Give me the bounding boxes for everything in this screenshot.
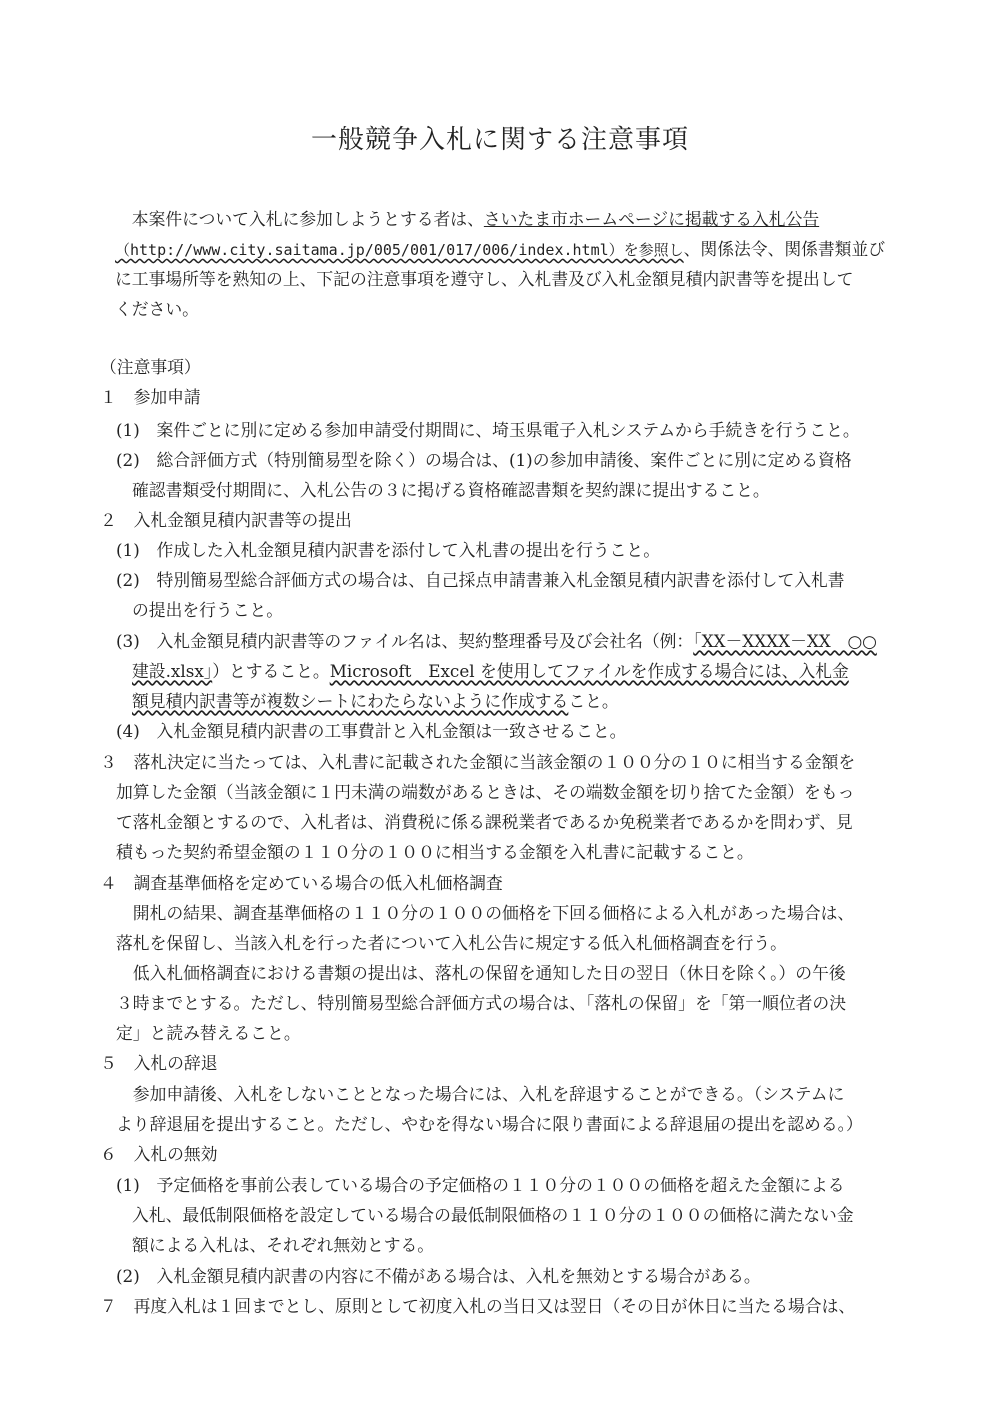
notes-heading: （注意事項） <box>100 357 201 377</box>
filename-example-2: 建設.xlsx」 <box>132 661 213 681</box>
intro-line-1 <box>115 204 819 234</box>
excel-instruction-1: Microsoft Excel を使用してファイルを作成する場合には、入札金 <box>329 661 849 681</box>
section-6-item-1-line-2: 入札、最低制限価格を設定している場合の最低制限価格の１１０分の１００の価格に満たない金 <box>132 1205 854 1225</box>
section-2-item-3-line-3 <box>132 686 619 716</box>
section-1-item-2-line-2: 確認書類受付期間に、入札公告の３に掲げる資格確認書類を契約課に提出すること。 <box>132 480 770 500</box>
filename-example-1: 「XX－XXXX－XX ○○ <box>693 631 877 651</box>
section-1-heading: １ 参加申請 <box>100 387 201 407</box>
section-5-heading: ５ 入札の辞退 <box>100 1053 218 1073</box>
section-2-item-2-line-2: の提出を行うこと。 <box>132 600 284 620</box>
intro-text-2: 、関係法令、関係書類並び <box>683 239 886 259</box>
section-1-item-1: (1) 案件ごとに別に定める参加申請受付期間に、埼玉県電子入札システムから手続きを行うこと。 <box>116 420 860 440</box>
section-2-item-3-text: (3) 入札金額見積内訳書等のファイル名は、契約整理番号及び会社名（例： <box>116 631 694 651</box>
section-7-line-1: ７ 再度入札は１回までとし、原則として初度入札の当日又は翌日（その日が休日に当たる場合は、 <box>100 1296 856 1316</box>
intro-line-4: ください。 <box>115 299 199 319</box>
section-4-para-2-line-2: ３時までとする。ただし、特別簡易型総合評価方式の場合は、「落札の保留」を「第一順位者の決 <box>116 993 846 1013</box>
section-2-item-4: (4) 入札金額見積内訳書の工事費計と入札金額は一致させること。 <box>116 721 627 741</box>
section-6-item-1-line-3: 額による入札は、それぞれ無効とする。 <box>132 1235 435 1255</box>
section-3-line-1: ３ 落札決定に当たっては、入札書に記載された金額に当該金額の１００分の１０に相当する金額を <box>100 752 856 772</box>
section-6-item-2: (2) 入札金額見積内訳書の内容に不備がある場合は、入札を無効とする場合がある。 <box>116 1266 761 1286</box>
intro-line-3: に工事場所等を熟知の上、下記の注意事項を遵守し、入札書及び入札金額見積内訳書等を提出して <box>115 269 854 289</box>
section-4-heading: ４ 調査基準価格を定めている場合の低入札価格調査 <box>100 873 503 893</box>
section-4-para-2-line-3: 定」と読み替えること。 <box>116 1023 301 1043</box>
section-6-heading: ６ 入札の無効 <box>100 1144 218 1164</box>
section-2-item-1: (1) 作成した入札金額見積内訳書を添付して入札書の提出を行うこと。 <box>116 540 660 560</box>
section-2-heading: ２ 入札金額見積内訳書等の提出 <box>100 510 352 530</box>
section-4-para-1-line-2: 落札を保留し、当該入札を行った者について入札公告に規定する低入札価格調査を行う。 <box>116 933 787 953</box>
section-4-para-1-line-1: 開札の結果、調査基準価格の１１０分の１００の価格を下回る価格による入札があった場合は、 <box>116 903 855 923</box>
section-3-line-4: 積もった契約希望金額の１１０分の１００に相当する金額を入札書に記載すること。 <box>116 842 754 862</box>
section-3-line-2: 加算した金額（当該金額に１円未満の端数があるときは、その端数金額を切り捨てた金額）をもっ <box>116 782 855 802</box>
document-title: 一般競争入札に関する注意事項 <box>310 125 689 155</box>
bid-notice-url[interactable]: （http://www.city.saitama.jp/005/001/017/006/index.html）を参照し <box>115 241 684 259</box>
bid-notice-link-text[interactable]: さいたま市ホームページに掲載する入札公告 <box>483 209 820 229</box>
section-6-item-1-line-1: (1) 予定価格を事前公表している場合の予定価格の１１０分の１００の価格を超えた金額による <box>116 1175 845 1195</box>
section-2-item-2-line-1: (2) 特別簡易型総合評価方式の場合は、自己採点申請書兼入札金額見積内訳書を添付して入札書 <box>116 570 845 590</box>
section-2-item-3-line-2 <box>132 656 849 686</box>
section-1-item-2-line-1: (2) 総合評価方式（特別簡易型を除く）の場合は、(1)の参加申請後、案件ごとに別に定める資格 <box>116 450 852 470</box>
intro-text-1: 本案件について入札に参加しようとする者は、 <box>115 209 484 229</box>
section-5-line-2: より辞退届を提出すること。ただし、やむを得ない場合に限り書面による辞退届の提出を認める。） <box>116 1114 863 1134</box>
section-3-line-3: て落札金額とするので、入札者は、消費税に係る課税業者であるか免税業者であるかを問わず、見 <box>116 812 853 832</box>
section-4-para-2-line-1: 低入札価格調査における書類の提出は、落札の保留を通知した日の翌日（休日を除く。）の午後 <box>116 963 846 983</box>
section-2-item-3-text-3: こと。 <box>568 691 619 711</box>
section-2-item-3-line-1 <box>116 626 877 656</box>
intro-line-2 <box>115 234 885 264</box>
section-5-line-1: 参加申請後、入札をしないこととなった場合には、入札を辞退することができる。（システムに <box>116 1084 845 1104</box>
section-2-item-3-text-2: ）とすること。 <box>212 661 330 681</box>
excel-instruction-2: 額見積内訳書等が複数シートにわたらないように作成する <box>132 691 569 711</box>
